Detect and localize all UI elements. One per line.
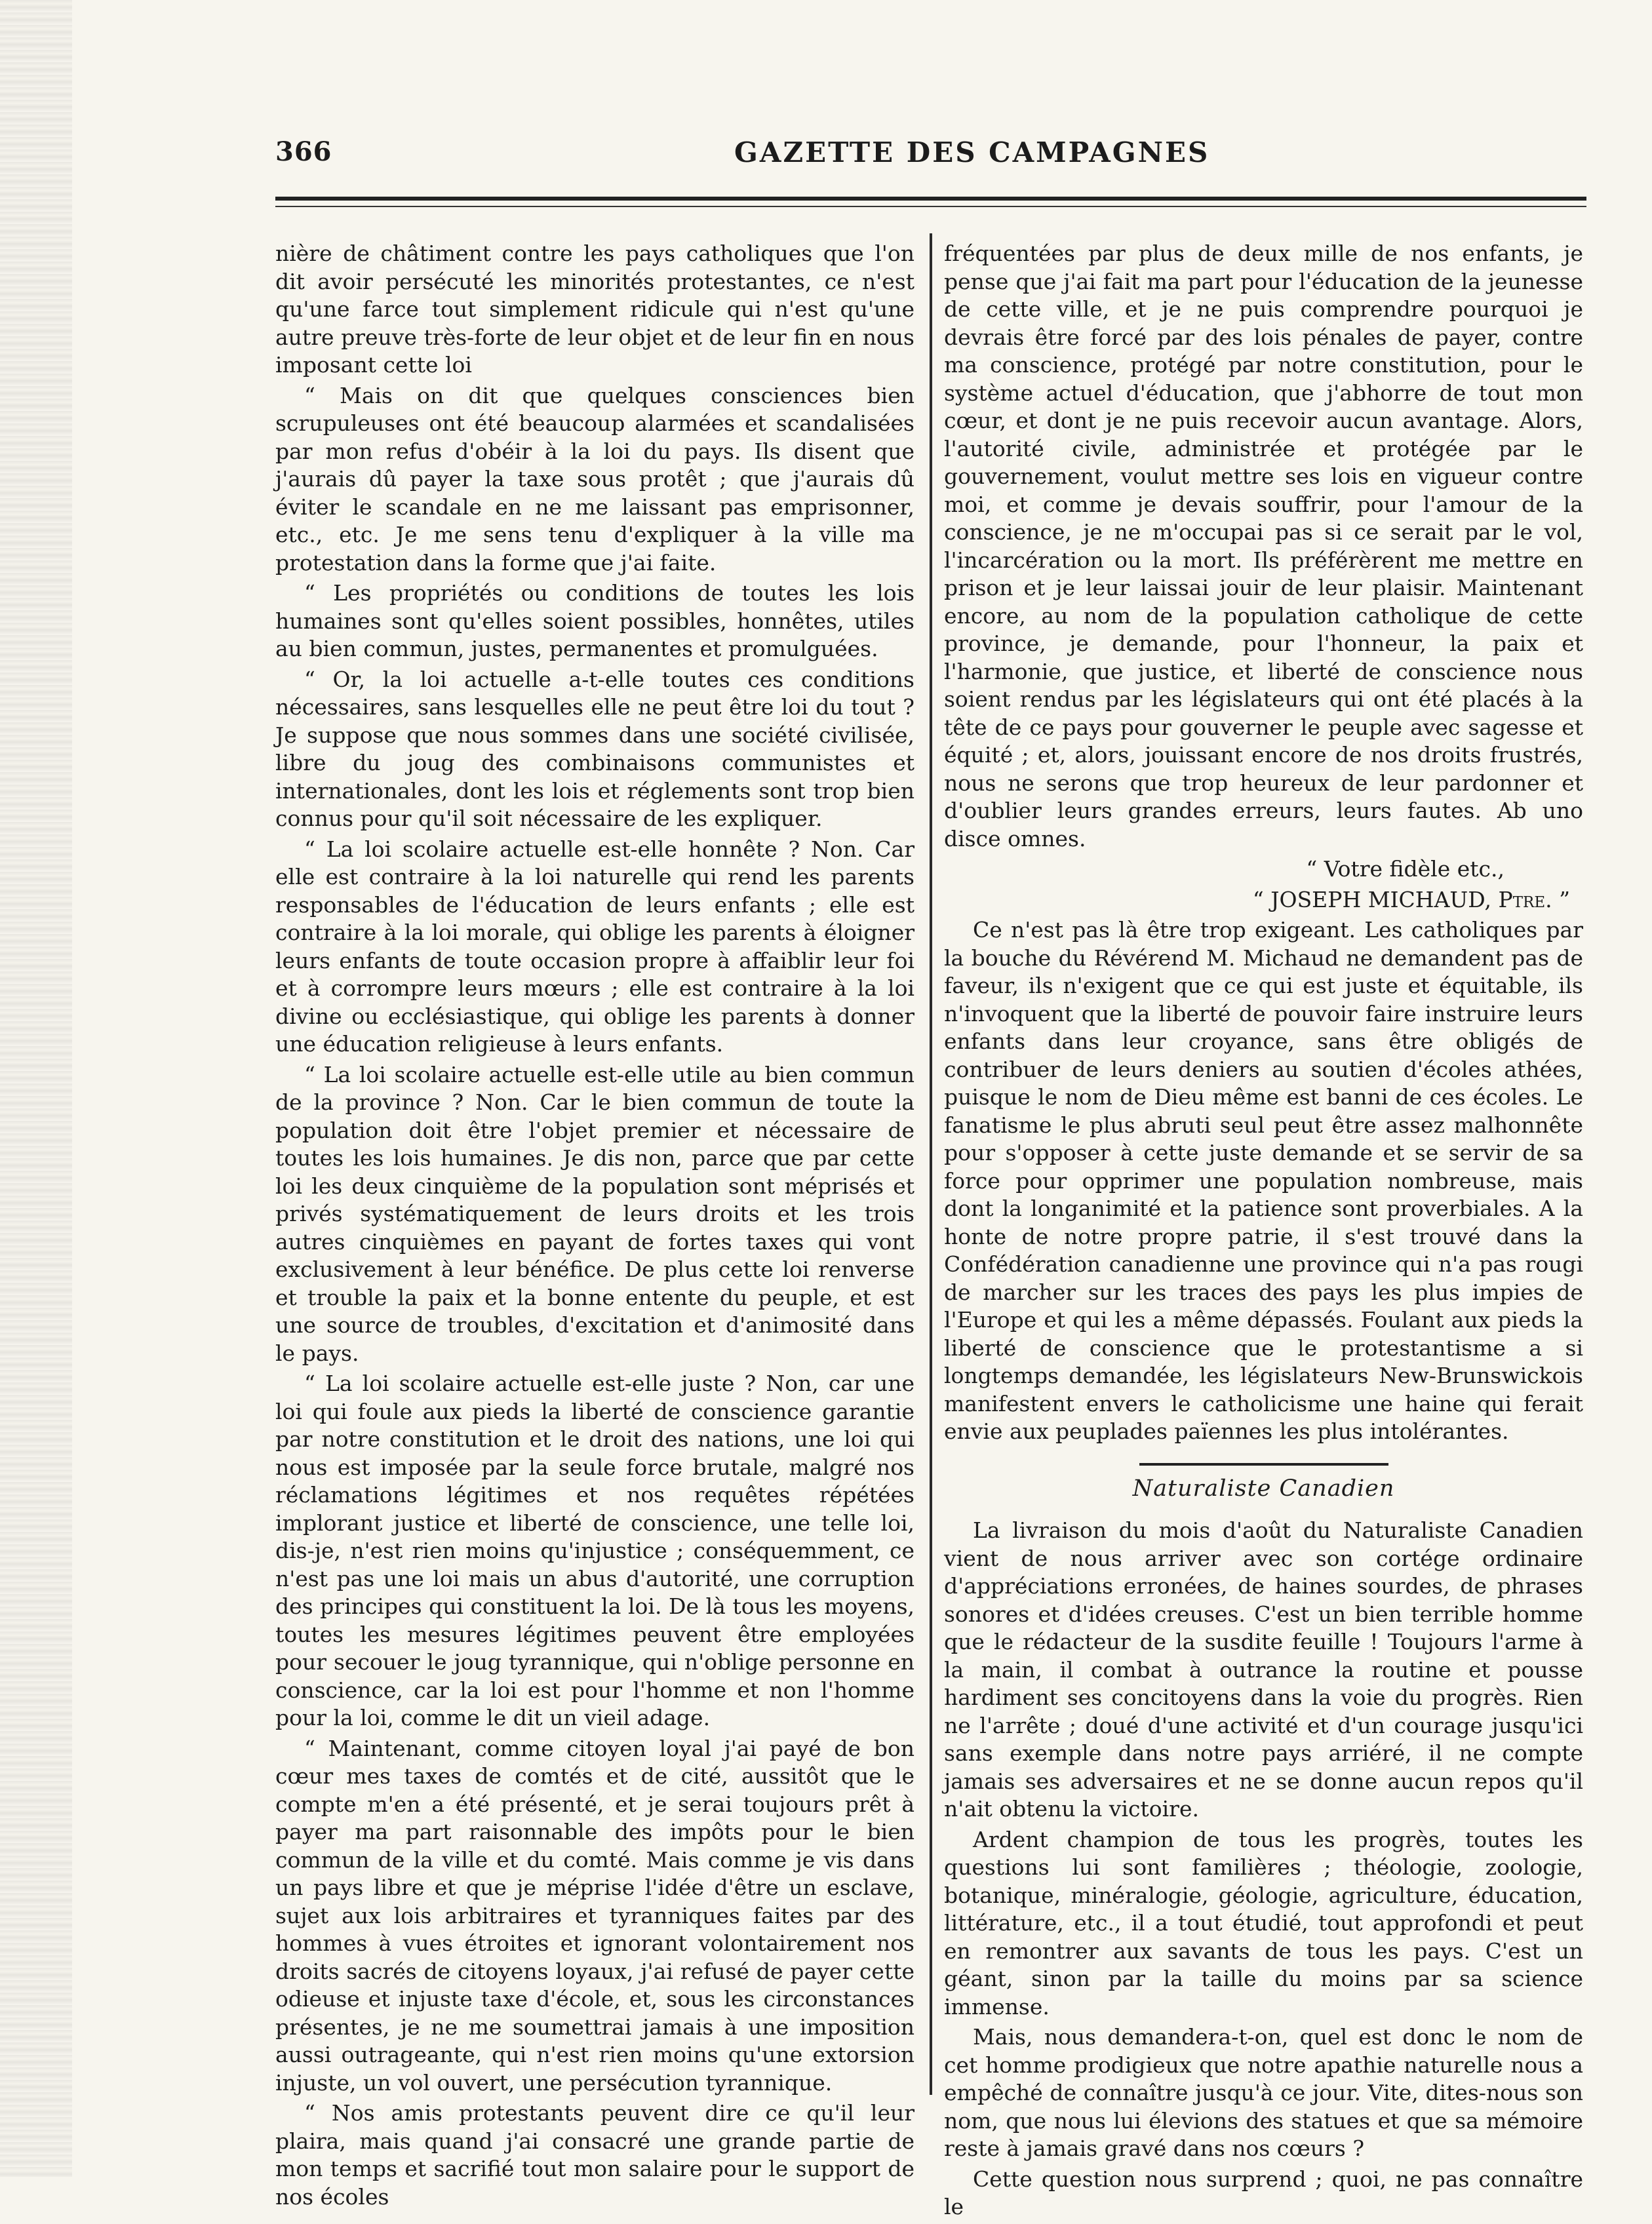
right-column: [944, 240, 1583, 2224]
left-column: [275, 240, 914, 2214]
section-heading: [944, 1463, 1583, 1503]
left-paragraph: “ Les propriétés ou conditions de toutes les lois humaines sont qu'elles soient possibles, honnêtes, utiles au bien commun, justes, permanentes et promulguées.: [275, 580, 914, 661]
section-title: Naturaliste Canadien: [1132, 1475, 1395, 1502]
section-heading-rule: [1139, 1463, 1388, 1466]
running-title: GAZETTE DES CAMPAGNES: [734, 136, 1210, 168]
letter-signoff: “ Votre fidèle etc.,: [1306, 856, 1504, 882]
naturaliste-paragraph: Cette question nous surprend ; quoi, ne pas connaître le: [944, 2166, 1583, 2219]
left-paragraph: “ Mais on dit que quelques consciences bien scrupuleuses ont été beaucoup alarmées et scandalisées par mon refus d'obéir à la loi du pays. Ils disent que j'aurais dû payer la taxe sous protêt ; que j'aurais dû éviter le scandale en ne me laissant pas emprisonner, etc., etc. Je me sens tenu d'expliquer à la ville ma protestation dans la forme que j'ai faite.: [275, 382, 914, 576]
left-paragraph: “ La loi scolaire actuelle est-elle honnête ? Non. Car elle est contraire à la loi naturelle qui rend les parents responsables de l'éducation de leurs enfants ; elle est contraire à la loi morale, qui oblige les parents à éloigner leurs enfants de toute occasion propre à affaiblir leur foi et à corrompre leurs mœurs ; elle est contraire à la loi divine ou ecclésiastique, qui oblige les parents à donner une éducation religieuse à leurs enfants.: [275, 836, 914, 1057]
scan-margin-noise: [0, 0, 72, 2177]
editorial-commentary: Ce n'est pas là être trop exigeant. Les catholiques par la bouche du Révérend M. Michaud ne demandent pas de faveur, ils n'exigent que ce qui est juste et équitable, ils n'invoquent que la liberté de pouvoir faire instruire leurs enfants dans leur croyance, sans être obligés de contribuer de leurs deniers au soutien d'écoles athées, puisque le nom de Dieu même est banni de ces écoles. Le fanatisme le plus abruti seul peut être assez malhonnête pour s'opposer à cette juste demande et se servir de sa force pour opprimer une population nombreuse, mais dont la longanimité et la patience sont proverbiales. A la honte de notre propre patrie, il s'est trouvé dans la Confédération canadienne une province qui n'a pas rougi de marcher sur les traces des pays les plus impies de l'Europe et qui les a même dépassés. Foulant aux pieds la liberté de conscience que le protestantisme a si longtemps demandée, les législateurs New-Brunswickois manifestent envers le catholicisme une haine qui ferait envie aux peuplades païennes les plus intolérantes.: [944, 917, 1583, 1444]
column-divider: [930, 233, 932, 2095]
left-paragraph: “ La loi scolaire actuelle est-elle juste ? Non, car une loi qui foule aux pieds la liberté de conscience garantie par notre constitution et le droit des nations, une loi qui nous est imposée par la seule force brutale, malgré nos réclamations légitimes et nos requêtes répétées implorant justice et liberté de conscience, une telle loi, dis-je, n'est rien moins qu'injustice ; conséquemment, ce n'est pas une loi mais un abus d'autorité, une corruption des principes qui constituent la loi. De là tous les moyens, toutes les mesures légitimes peuvent être employées pour secouer le joug tyrannique, qui n'oblige personne en conscience, car la loi est pour l'homme et non l'homme pour la loi, comme le dit un vieil adage.: [275, 1371, 914, 1730]
page-header: [275, 136, 1586, 182]
letter-conclusion: fréquentées par plus de deux mille de nos enfants, je pense que j'ai fait ma part pour l'éducation de la jeunesse de cette ville, et je ne puis comprendre pourquoi je devrais être forcé par des lois pénales de payer, contre ma conscience, protégé par notre constitution, pour le système actuel d'éducation, que j'abhorre de tout mon cœur, et dont je ne puis recevoir aucun avantage. Alors, l'autorité civile, administrée et protégée par le gouvernement, voulut mettre ses lois en vigueur contre moi, et comme je devais souffrir, pour l'amour de la conscience, je ne m'occupai pas si ce serait par le vol, l'incarcération ou la mort. Ils préférèrent me mettre en prison et je leur laissai jouir de leur plaisir. Maintenant encore, au nom de la population catholique de cette province, je demande, pour l'honneur, la paix et l'harmonie, que justice, et liberté de conscience nous soient rendus par les législateurs qui ont été placés à la tête de ce pays pour gouverner le peuple avec sagesse et équité ; et, alors, jouissant encore de nos droits frustrés, nous ne serons que trop heureux de leur pardonner et d'oublier leurs grandes erreurs, leurs fautes. Ab uno disce omnes.: [944, 241, 1583, 851]
left-paragraph: “ La loi scolaire actuelle est-elle utile au bien commun de la province ? Non. Car le bien commun de toute la population doit être l'objet premier et nécessaire de toutes les lois humaines. Je dis non, parce que par cette loi les deux cinquième de la population sont méprisés et privés systématiquement de leurs droits et les trois autres cinquièmes en payant de fortes taxes qui vont exclusivement à leur bénéfice. De plus cette loi renverse et trouble la paix et la bonne entente du peuple, et est une source de troubles, d'excitation et d'animosité dans le pays.: [275, 1061, 914, 1366]
left-paragraph: “ Nos amis protestants peuvent dire ce qu'il leur plaira, mais quand j'ai consacré une grande partie de mon temps et sacrifié tout mon salaire pour le support de nos écoles: [275, 2100, 914, 2210]
letter-signature: “ JOSEPH MICHAUD, Ptre. ”: [1252, 886, 1570, 912]
naturaliste-paragraph: La livraison du mois d'août du Naturaliste Canadien vient de nous arriver avec son cortége ordinaire d'appréciations erronées, de haines sourdes, de phrases sonores et d'idées creuses. C'est un bien terrible homme que le rédacteur de la susdite feuille ! Toujours l'arme à la main, il combat à outrance la routine et pousse hardiment ses concitoyens dans la voie du progrès. Rien ne l'arrête ; doué d'une activité et d'un courage jusqu'ici sans exemple dans notre pays arriéré, il ne compte jamais ses adversaires et ne se donne aucun repos qu'il n'ait obtenu la victoire.: [944, 1517, 1583, 1822]
header-rule-thin: [275, 206, 1586, 207]
page-number: 366: [275, 136, 332, 167]
left-paragraph: “ Or, la loi actuelle a-t-elle toutes ces conditions nécessaires, sans lesquelles elle ne peut être loi du tout ? Je suppose que nous sommes dans une société civilisée, libre du joug des combinaisons communistes et internationales, dont les lois et réglements sont trop bien connus pour qu'il soit nécessaire de les expliquer.: [275, 666, 914, 831]
left-paragraph: nière de châtiment contre les pays catholiques que l'on dit avoir persécuté les minorités protestantes, ce n'est qu'une farce tout simplement ridicule qui n'est qu'une autre preuve très-forte de leur objet et de leur fin en nous imposant cette loi: [275, 241, 914, 378]
left-paragraph: “ Maintenant, comme citoyen loyal j'ai payé de bon cœur mes taxes de comtés et de cité, aussitôt que le compte m'en a été présenté, et je serai toujours prêt à payer ma part raisonnable des impôts pour le bien commun de la ville et du comté. Mais comme je vis dans un pays libre et que je méprise l'idée d'être un esclave, sujet aux lois arbitraires et tyranniques faites par des hommes à vues étroites et ignorant volontairement nos droits sacrés de citoyens loyaux, j'ai refusé de payer cette odieuse et injuste taxe d'école, et, sous les circonstances présentes, je ne me soumettrai jamais à une imposition aussi outrageante, qui n'est rien moins qu'une extorsion injuste, un vol ouvert, une persécution tyrannique.: [275, 1735, 914, 2096]
naturaliste-paragraph: Ardent champion de tous les progrès, toutes les questions lui sont familières ; théologie, zoologie, botanique, minéralogie, géologie, agriculture, éducation, littérature, etc., il a tout étudié, tout approfondi et peut en remontrer aux savants de tous les pays. C'est un géant, sinon par la taille du moins par sa science immense.: [944, 1826, 1583, 2019]
header-rule-thick: [275, 197, 1586, 201]
naturaliste-paragraph: Mais, nous demandera-t-on, quel est donc le nom de cet homme prodigieux que notre apathie naturelle nous a empêché de connaître jusqu'à ce jour. Vite, dites-nous son nom, que nous lui élevions des statues et que sa mémoire reste à jamais gravé dans nos cœurs ?: [944, 2024, 1583, 2161]
